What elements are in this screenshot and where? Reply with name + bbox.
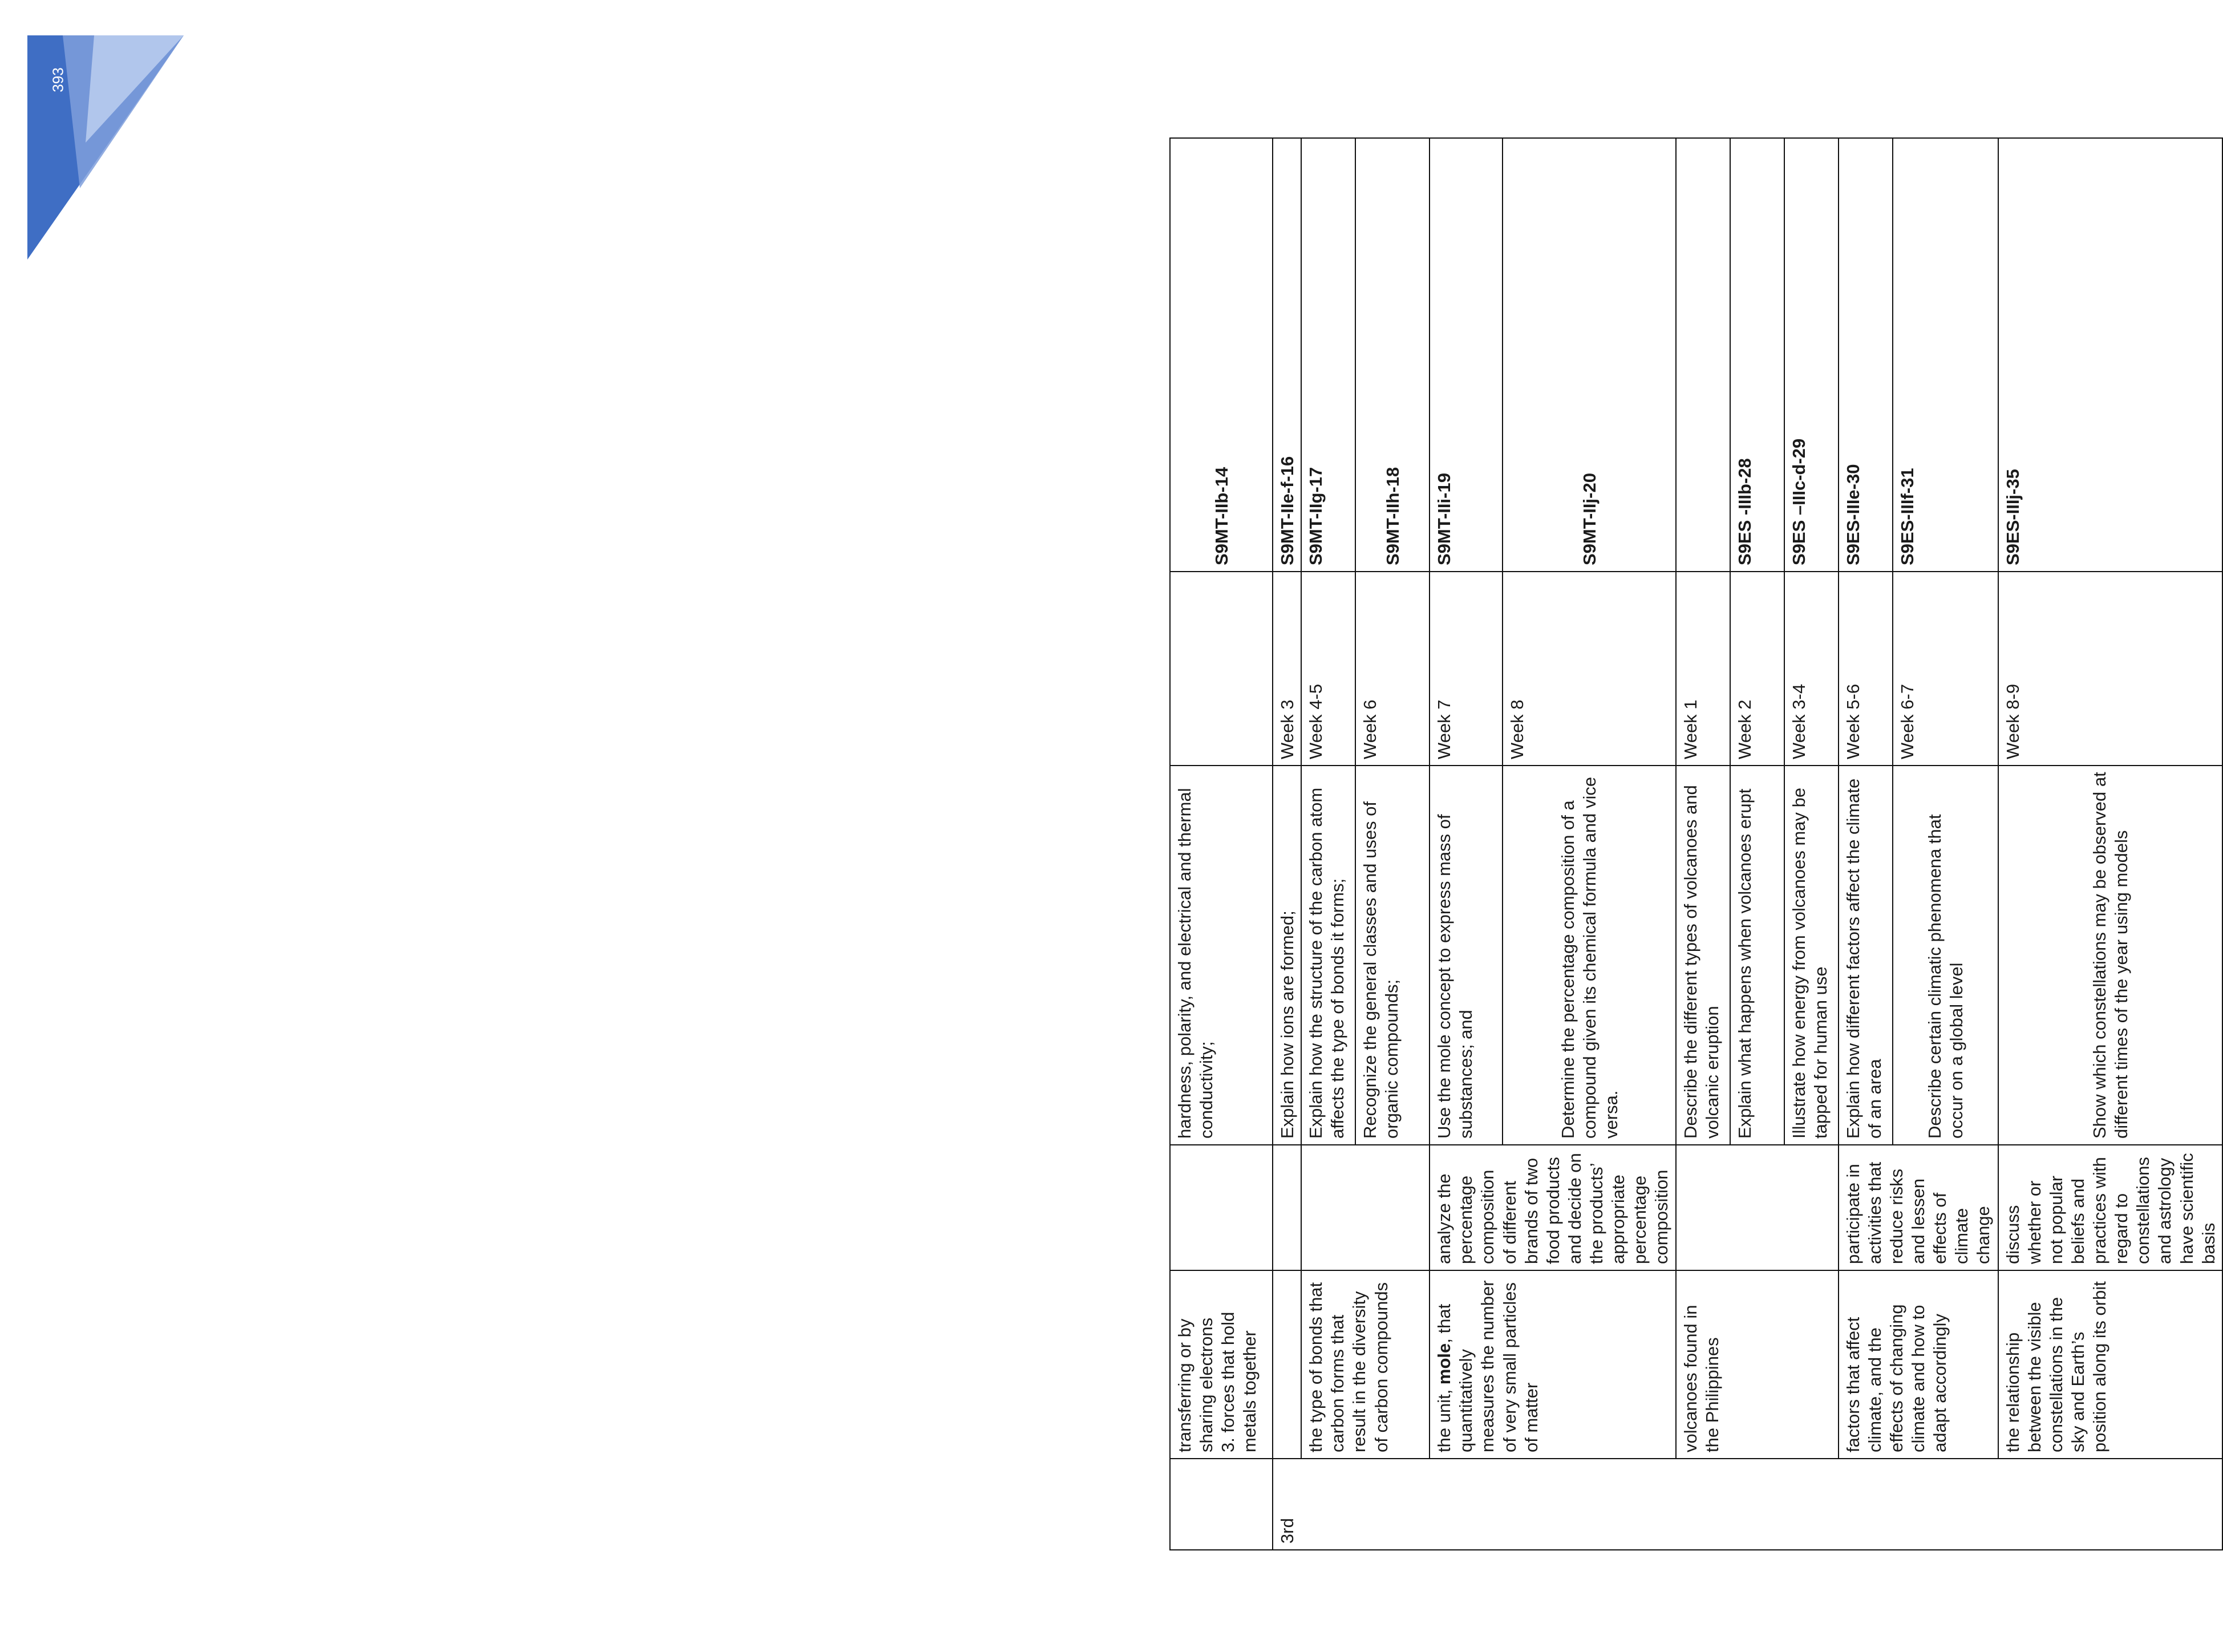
competency-cell: Recognize the general classes and uses of organic compounds; <box>1355 766 1430 1145</box>
code-cell: S9ES-IIIe-30 <box>1839 138 1893 572</box>
content-cell: transferring or by sharing electrons 3. forces that hold metals together <box>1170 1270 1273 1459</box>
competency-cell: Show which constellations may be observed at different times of the year using models <box>1998 766 2222 1145</box>
code-cell: S9MT-IIg-17 <box>1301 138 1355 572</box>
competency-cell: Describe certain climatic phenomena that occur on a global level <box>1893 766 1998 1145</box>
code-cell: S9MT-IIi-19 <box>1430 138 1503 572</box>
quarter-cell: 3rd <box>1273 1459 2222 1550</box>
performance-cell: analyze the percentage composition of different brands of two food products and decide on the products’ appropriate percentage composition <box>1430 1145 1675 1270</box>
week-cell: Week 8-9 <box>1998 572 2222 766</box>
performance-cell <box>1273 1145 1301 1270</box>
performance-cell <box>1301 1145 1430 1270</box>
content-cell: the type of bonds that carbon forms that result in the diversity of carbon compounds <box>1301 1270 1430 1459</box>
code-cell: S9MT-IIh-18 <box>1355 138 1430 572</box>
competency-cell: Determine the percentage composition of a compound given its chemical formula and vice versa. <box>1503 766 1675 1145</box>
table-row <box>1170 138 1273 1550</box>
code-cell <box>1676 138 1730 572</box>
week-cell: Week 8 <box>1503 572 1675 766</box>
page-number: 393 <box>49 67 67 92</box>
week-cell: Week 6-7 <box>1893 572 1998 766</box>
competency-cell: Use the mole concept to express mass of substances; and <box>1430 766 1503 1145</box>
code-cell: S9MT-IIb-14 <box>1170 138 1273 572</box>
week-cell: Week 4-5 <box>1301 572 1355 766</box>
table-row <box>1839 138 1893 1550</box>
code-cell: S9MT-IIe-f-16 <box>1273 138 1301 572</box>
table-row <box>1273 138 1301 1550</box>
competency-cell: Explain how different factors affect the climate of an area <box>1839 766 1893 1145</box>
content-cell: volcanoes found in the Philippines <box>1676 1270 1839 1459</box>
content-cell <box>1273 1270 1301 1459</box>
code-cell: S9ES -IIIb-28 <box>1730 138 1784 572</box>
performance-cell: participate in activities that reduce risks and lessen effects of climate change <box>1839 1145 1998 1270</box>
week-cell: Week 6 <box>1355 572 1430 766</box>
competency-cell: Explain how the structure of the carbon atom affects the type of bonds it forms; <box>1301 766 1355 1145</box>
week-cell: Week 2 <box>1730 572 1784 766</box>
code-cell: S9MT-IIj-20 <box>1503 138 1675 572</box>
code-cell: S9ES-IIIf-31 <box>1893 138 1998 572</box>
code-cell: S9ES –IIIc-d-29 <box>1784 138 1839 572</box>
content-cell: factors that affect climate, and the effects of changing climate and how to adapt accordingly <box>1839 1270 1998 1459</box>
week-cell: Week 7 <box>1430 572 1503 766</box>
week-cell: Week 5-6 <box>1839 572 1893 766</box>
week-cell <box>1170 572 1273 766</box>
competency-cell: Describe the different types of volcanoes and volcanic eruption <box>1676 766 1730 1145</box>
competency-cell: Illustrate how energy from volcanoes may be tapped for human use <box>1784 766 1839 1145</box>
table-row <box>1301 138 1355 1550</box>
competency-cell: Explain how ions are formed; <box>1273 766 1301 1145</box>
content-cell: the unit, mole, that quantitatively measures the number of very small particles of matter <box>1430 1270 1675 1459</box>
week-cell: Week 3 <box>1273 572 1301 766</box>
curriculum-table <box>1169 137 2223 1550</box>
week-cell: Week 3-4 <box>1784 572 1839 766</box>
performance-cell: discuss whether or not popular beliefs and practices with regard to constellations and astrology have scientific basis <box>1998 1145 2222 1270</box>
week-cell: Week 1 <box>1676 572 1730 766</box>
performance-cell <box>1676 1145 1839 1270</box>
table-row <box>1676 138 1730 1550</box>
table-row <box>1998 138 2222 1550</box>
competency-cell: Explain what happens when volcanoes erupt <box>1730 766 1784 1145</box>
corner-decoration <box>0 0 194 268</box>
content-cell: the relationship between the visible constellations in the sky and Earth’s position along its orbit <box>1998 1270 2222 1459</box>
table-row <box>1430 138 1503 1550</box>
quarter-cell <box>1170 1459 1273 1550</box>
competency-cell: hardness, polarity, and electrical and thermal conductivity; <box>1170 766 1273 1145</box>
code-cell: S9ES-IIIj-35 <box>1998 138 2222 572</box>
performance-cell <box>1170 1145 1273 1270</box>
curriculum-table-rotated <box>1169 139 2218 1550</box>
